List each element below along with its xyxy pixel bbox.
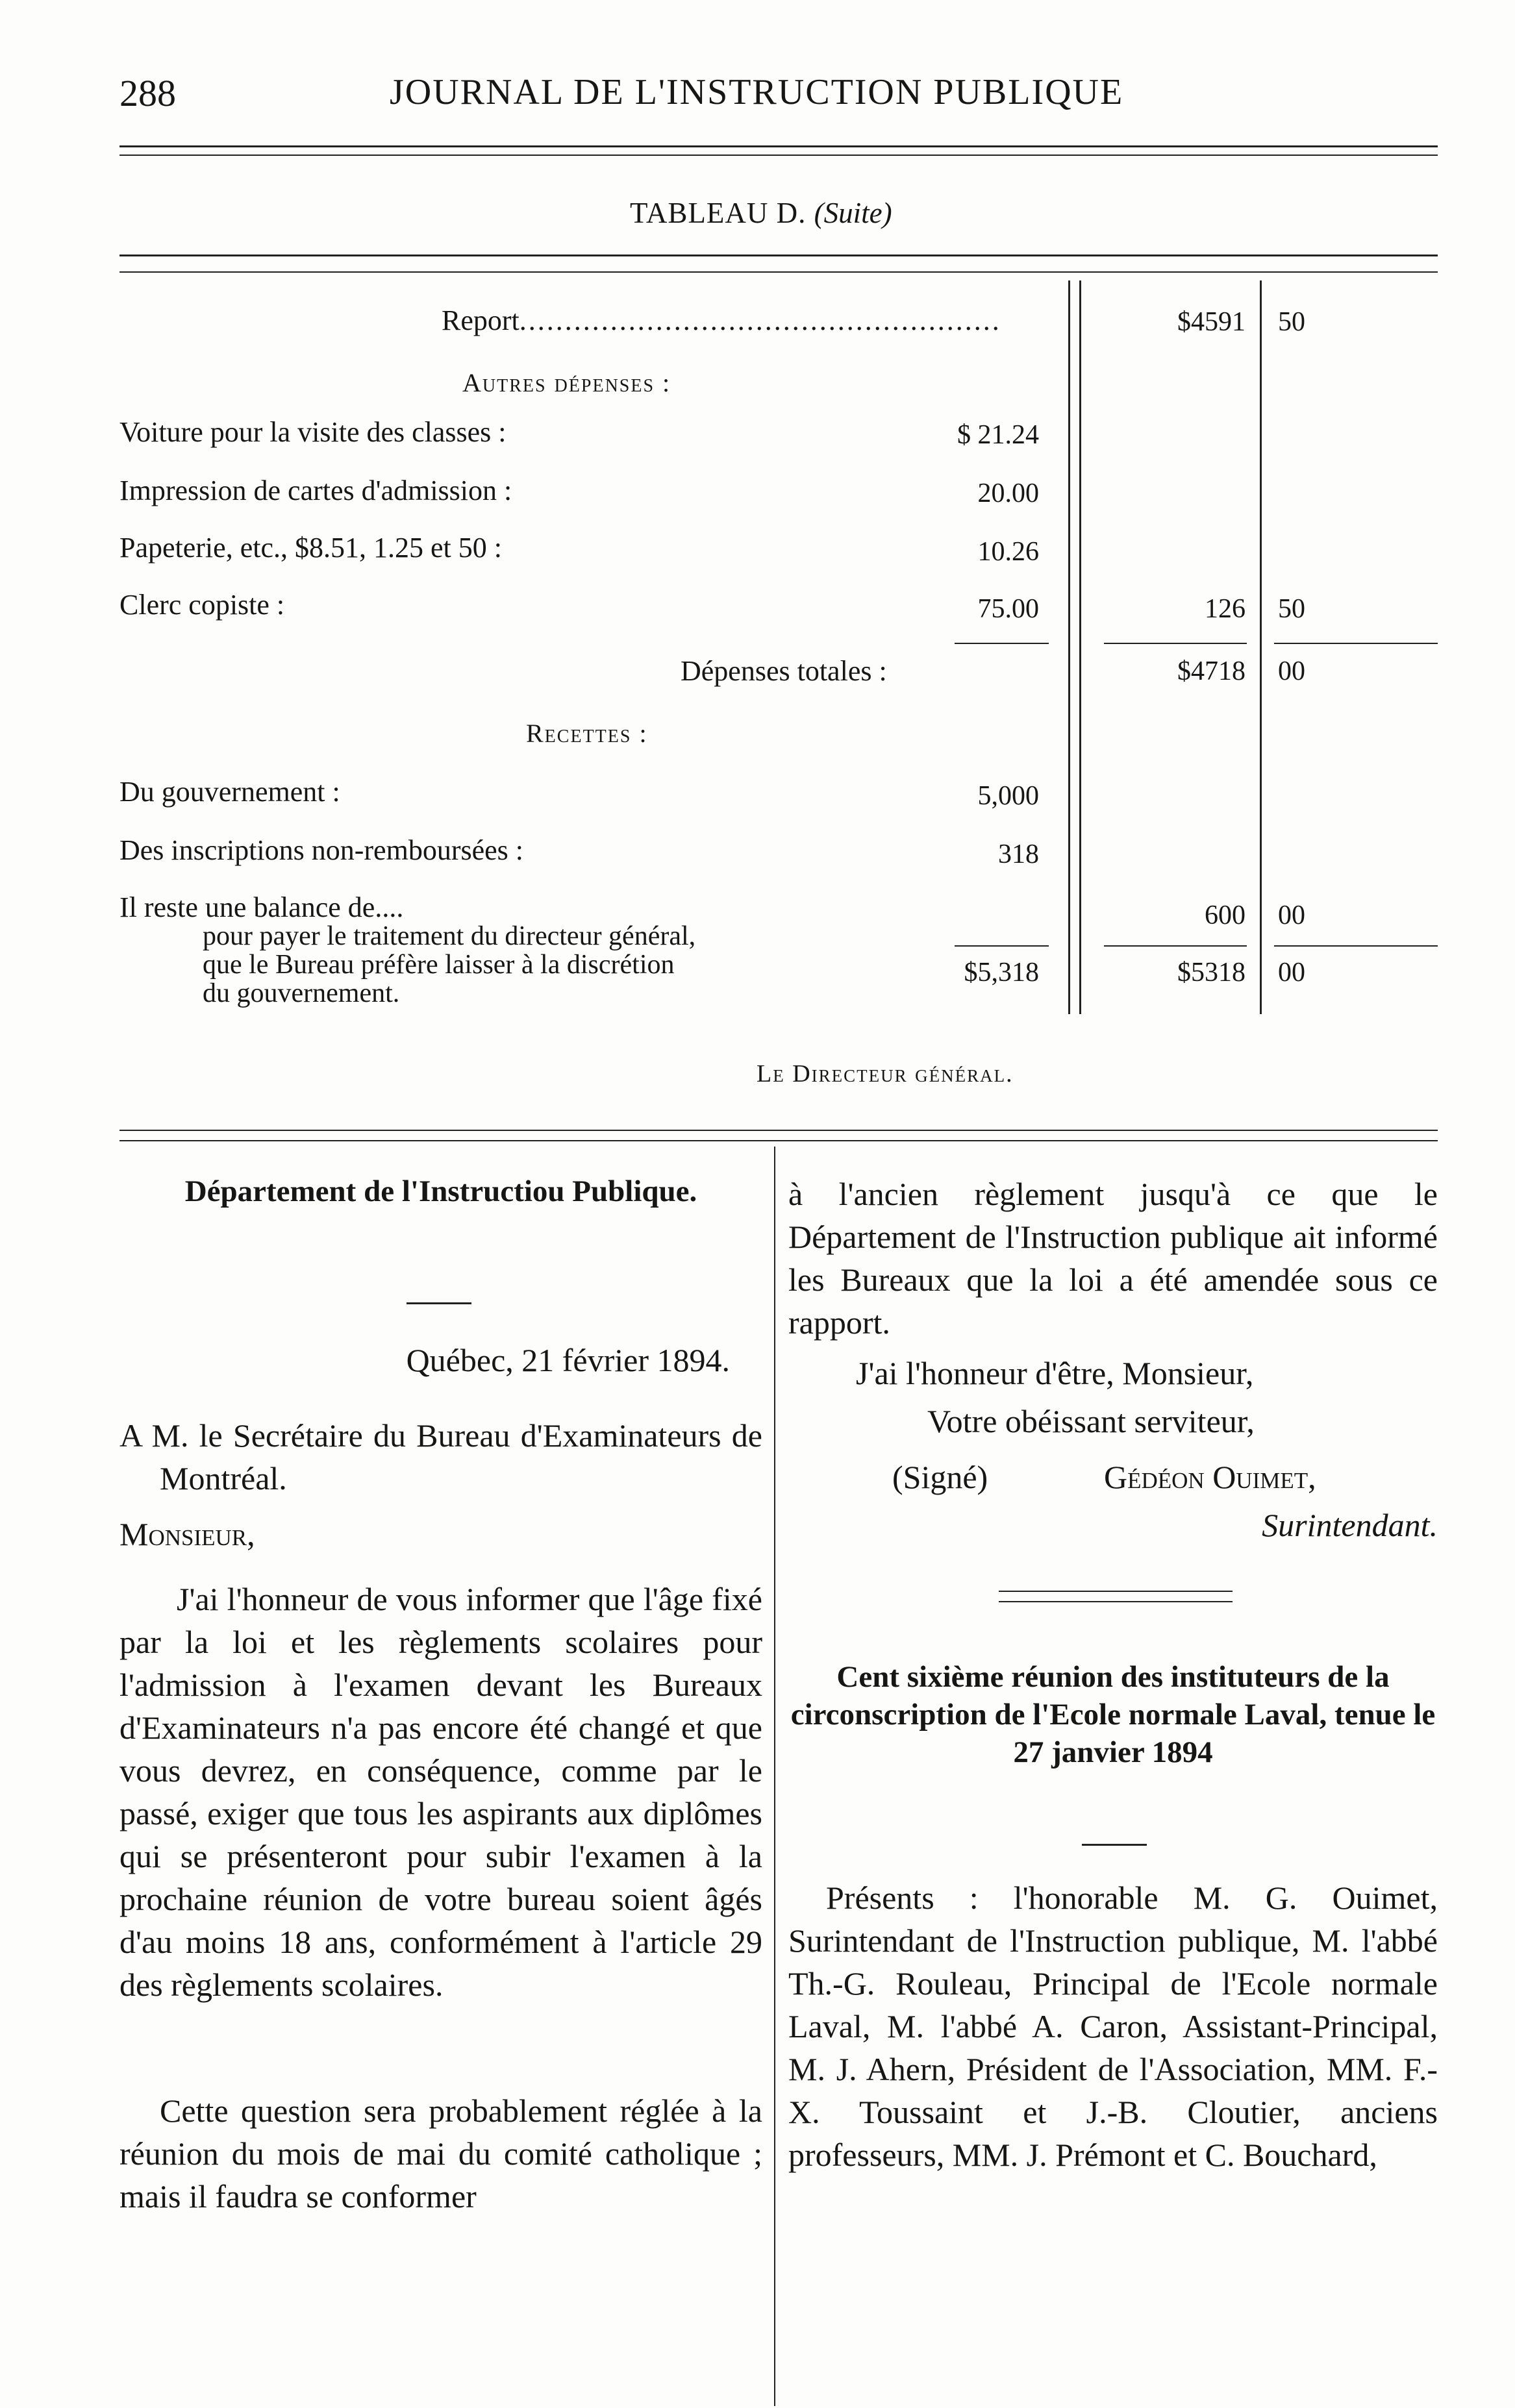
autres-depenses-heading: Autres dépenses : [462,368,671,397]
balance-note-line: que le Bureau préfère laisser à la discrétion [203,950,675,980]
sum-rule [955,945,1049,947]
final-cents: 00 [1278,958,1305,987]
subtotal-cents: 50 [1278,594,1305,624]
place-date: Québec, 21 février 1894. [406,1342,730,1378]
paragraph-1: J'ai l'honneur de vous informer que l'âge fixé par la loi et les règlements scolaires pour l'admission à l'examen devant les Bureaux d'Examinateurs n'a pas encore été changé et que vous devrez, en conséquence, comme par le passé, exiger que tous les aspirants aux diplômes qui se présenteront pour subir l'examen à la prochaine réunion de votre bureau soient âgés d'au moins 18 ans, conformément à l'article 29 des règlements scolaires. [119,1581,762,2003]
left-column [119,1173,762,1210]
meeting-heading: Cent sixième réunion des instituteurs de la circonscription de l'Ecole normale Laval, tenue le 27 janvier 1894 [790,1660,1436,1769]
heading-short-rule [407,1302,471,1304]
expense-label: Voiture pour la visite des classes : [119,416,507,448]
closing-line-1: J'ai l'honneur d'être, Monsieur, [856,1355,1254,1391]
sum-rule [1104,643,1247,644]
totals-dollars: $4718 [1177,656,1246,686]
sum-rule [955,643,1049,644]
expense-amount: 20.00 [977,478,1039,508]
column-divider [774,1147,775,2406]
addressee: A M. le Secrétaire du Bureau d'Examinateurs de Montréal. [119,1417,762,1496]
totals-label: Dépenses totales : [681,655,887,687]
expense-label: Clerc copiste : [119,589,285,621]
balance-note-line: pour payer le traitement du directeur général, [203,921,696,951]
presents-paragraph: Présents : l'honorable M. G. Ouimet, Surintendant de l'Instruction publique, M. l'abbé Th.-G. Rouleau, Principal de l'Ecole normale Laval, M. l'abbé A. Caron, Assistant-Principal, M. J. Ahern, Président de l'Association, MM. F.-X. Toussaint et J.-B. Cloutier, anciens professeurs, MM. J. Prémont et C. Bouchard, [788,1880,1438,2173]
expense-amount: 10.26 [977,537,1039,567]
report-dollars: $4591 [1177,307,1246,337]
signed-label: (Signé) [892,1459,988,1495]
running-title: JOURNAL DE L'INSTRUCTION PUBLIQUE [390,72,1124,112]
balance-cents: 00 [1278,900,1305,930]
table-column-separator [1260,280,1262,1014]
sum-rule [1104,945,1247,947]
table-rule-top-2 [119,271,1438,273]
table-rule-top [119,254,1438,256]
double-rule [999,1601,1233,1602]
right-continuation: à l'ancien règlement jusqu'à ce que le Département de l'Instruction publique ait informé les Bureaux que la loi a été amendée sous ce rapport. [788,1176,1438,1341]
table-column-separator [1079,280,1081,1014]
expense-amount: $ 21.24 [957,420,1039,450]
expense-label: Impression de cartes d'admission : [119,475,512,506]
subtotal-dollars: 126 [1205,594,1246,624]
expense-amount: 75.00 [977,594,1039,624]
paragraph-2: Cette question sera probablement réglée à la réunion du mois de mai du comité catholique ; mais il faudra se conformer [119,2092,762,2215]
table-caption [630,196,892,230]
sum-rule [1274,643,1438,644]
receipt-amount: 318 [998,839,1039,869]
report-cents: 50 [1278,307,1305,337]
salutation: Monsieur, [119,1516,255,1552]
section-rule [119,1130,1438,1131]
report-label: Report..................................................... [442,304,1001,336]
final-dollars: $5318 [1177,958,1246,987]
heading-short-rule [1082,1844,1147,1846]
header-rule-bottom [119,155,1438,156]
table-caption-suffix: (Suite) [814,197,892,229]
sum-rule [1274,945,1438,947]
department-heading: Département de l'Instructiou Publique. [184,1174,697,1208]
expense-label: Papeterie, etc., $8.51, 1.25 et 50 : [119,532,502,564]
section-rule [119,1140,1438,1141]
receipt-label: Du gouvernement : [119,776,340,808]
double-rule [999,1591,1233,1592]
page-number: 288 [119,72,176,114]
recettes-heading: Recettes : [526,719,648,748]
header-rule-top [119,145,1438,147]
balance-note-line: du gouvernement. [203,978,400,1008]
receipt-label: Des inscriptions non-remboursées : [119,834,523,866]
receipt-amount: 5,000 [977,781,1039,811]
table-signature: Le Directeur général. [757,1060,1014,1087]
table-column-separator [1068,280,1070,1014]
balance-label: Il reste une balance de.... [119,891,404,923]
table-caption-text: TABLEAU D. [630,197,807,229]
signer-name: Gédéon Ouimet, [1104,1459,1316,1495]
balance-dollars: 600 [1205,900,1246,930]
closing-line-2: Votre obéissant serviteur, [927,1403,1255,1439]
meeting-heading-wrap [788,1658,1438,1771]
final-amount: $5,318 [964,958,1039,987]
totals-cents: 00 [1278,656,1305,686]
signer-title: Surintendant. [1262,1507,1438,1543]
